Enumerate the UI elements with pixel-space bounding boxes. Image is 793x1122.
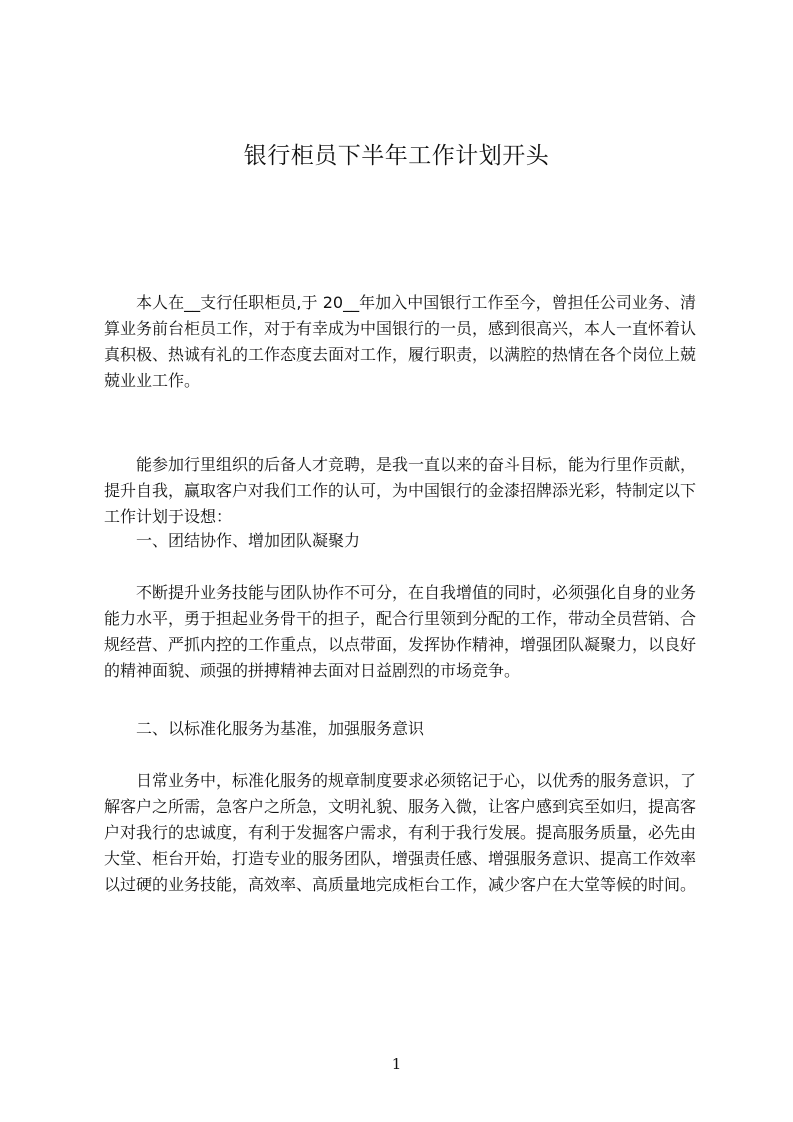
intro-paragraph: 本人在__支行任职柜员,于 20__年加入中国银行工作至今，曾担任公司业务、清算业务前台柜员工作，对于有幸成为中国银行的一员，感到很高兴，本人一直怀着认真积极、热诚有礼的工作态度去面对工作，履行职责，以满腔的热情在各个岗位上兢兢业业工作。 xyxy=(104,293,697,390)
document-title: 银行柜员下半年工作计划开头 xyxy=(243,143,550,169)
goal-paragraph: 能参加行里组织的后备人才竞聘，是我一直以来的奋斗目标，能为行里作贡献，提升自我，赢取客户对我们工作的认可，为中国银行的金漆招牌添光彩，特制定以下工作计划于设想： xyxy=(104,455,697,526)
service-paragraph: 日常业务中，标准化服务的规章制度要求必须铭记于心，以优秀的服务意识，了解客户之所需，急客户之所急，文明礼貌、服务入微，让客户感到宾至如归，提高客户对我行的忠诚度，有利于发掘客户需求，有利于我行发展。提高服务质量，必先由大堂、柜台开始，打造专业的服务团队，增强责任感、增强服务意识、提高工作效率以过硬的业务技能，高效率、高质量地完成柜台工作，减少客户在大堂等候的时间。 xyxy=(104,771,697,894)
teamwork-paragraph: 不断提升业务技能与团队协作不可分，在自我增值的同时，必须强化自身的业务能力水平，勇于担起业务骨干的担子，配合行里领到分配的工作，带动全员营销、合规经营、严抓内控的工作重点，以点带面，发挥协作精神，增强团队凝聚力，以良好的精神面貌、顽强的拼搏精神去面对日益剧烈的市场竞争。 xyxy=(104,583,697,680)
section-heading-service: 二、以标准化服务为基准，加强服务意识 xyxy=(136,719,425,738)
page-number: 1 xyxy=(391,1055,402,1073)
section-heading-teamwork: 一、团结协作、增加团队凝聚力 xyxy=(136,531,361,550)
